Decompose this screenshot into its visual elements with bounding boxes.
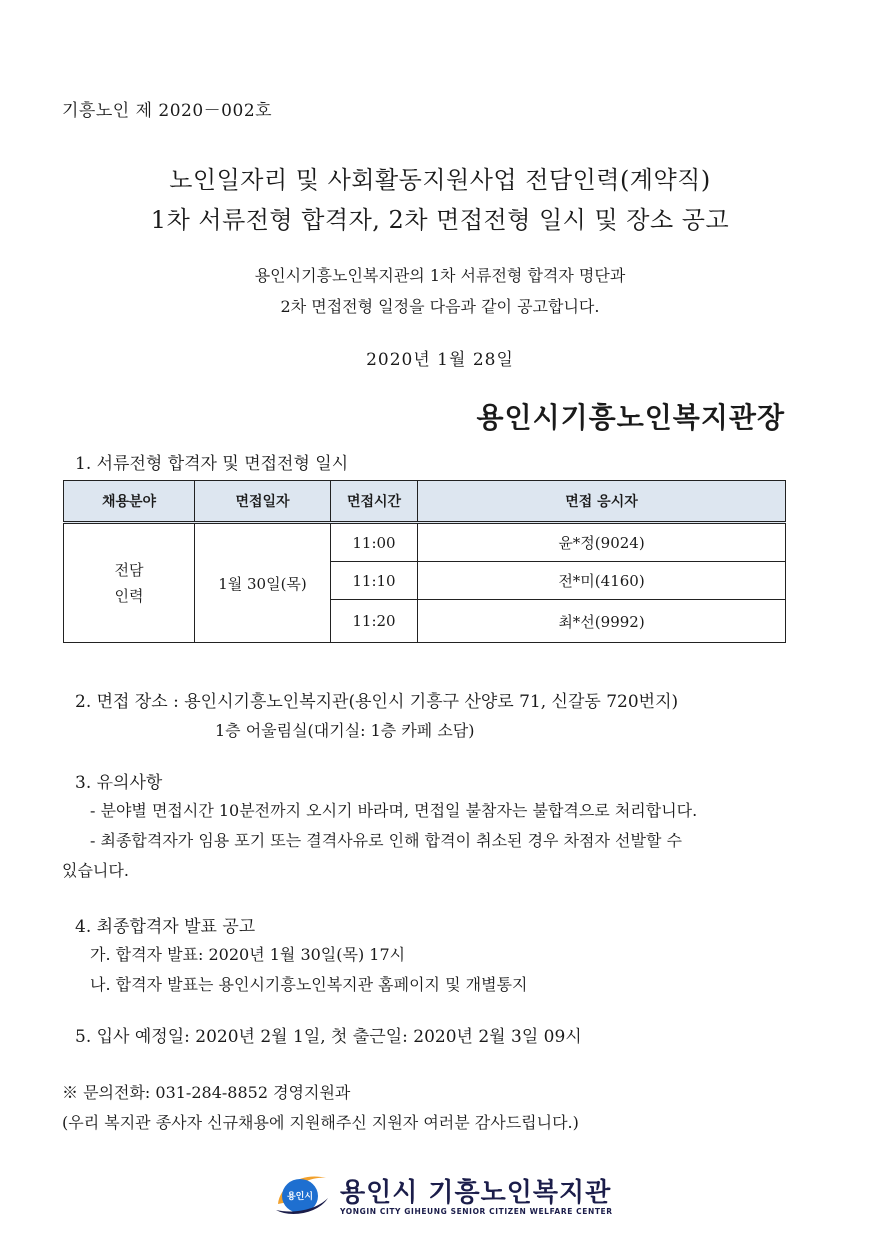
section1-heading: 1. 서류전형 합격자 및 면접전형 일시 [75, 454, 349, 474]
notice-title-line2: 1차 서류전형 합격자, 2차 면접전형 일시 및 장소 공고 [150, 206, 730, 234]
notice-date: 2020년 1월 28일 [366, 350, 514, 370]
field-cell [64, 523, 195, 643]
field-line2: 인력 [114, 587, 144, 605]
logo-english: YONGIN CITY GIHEUNG SENIOR CITIZEN WELFARE CENTER [340, 1207, 613, 1216]
section4-heading: 4. 최종합격자 발표 공고 [75, 917, 256, 937]
table-header-row [64, 481, 786, 523]
header-interview-date: 면접일자 [195, 481, 331, 523]
notice-item2: - 최종합격자가 임용 포기 또는 결격사유로 인해 합격이 취소된 경우 차점자 선발할 수 [90, 831, 682, 850]
notice-item2-cont: 있습니다. [62, 861, 129, 880]
header-field: 채용분야 [64, 481, 195, 523]
table-row [64, 523, 786, 562]
contact-phone: ※ 문의전화: 031-284-8852 경영지원과 [62, 1083, 351, 1102]
header-candidate: 면접 응시자 [418, 481, 786, 523]
interview-schedule-table [63, 480, 786, 643]
notice-item1: - 분야별 면접시간 10분전까지 오시기 바라며, 면접일 불참자는 불합격으로 처리합니다. [90, 801, 698, 820]
section2-sub: 1층 어울림실(대기실: 1층 카페 소담) [215, 721, 475, 740]
section3-heading: 3. 유의사항 [75, 773, 163, 793]
field-line1: 전담 [114, 561, 144, 579]
document-number: 기흥노인 제 2020－002호 [62, 101, 273, 121]
time-cell: 11:20 [331, 600, 418, 643]
announcement-item-b: 나. 합격자 발표는 용인시기흥노인복지관 홈페이지 및 개별통지 [90, 975, 528, 994]
candidate-cell: 최*선(9992) [418, 600, 786, 643]
svg-text:용인시: 용인시 [286, 1192, 314, 1202]
welfare-center-logo-emblem [270, 1166, 332, 1218]
interview-date-cell: 1월 30일(목) [195, 523, 331, 643]
announcement-item-a: 가. 합격자 발표: 2020년 1월 30일(목) 17시 [90, 945, 406, 964]
section2-heading: 2. 면접 장소 : 용인시기흥노인복지관(용인시 기흥구 산양로 71, 신갈동 720번지) [75, 692, 679, 712]
logo-name: 용인시 기흥노인복지관 [340, 1178, 612, 1208]
thanks-note: (우리 복지관 종사자 신규채용에 지원해주신 지원자 여러분 감사드립니다.) [62, 1113, 579, 1132]
candidate-cell: 윤*정(9024) [418, 523, 786, 562]
section5-start-date: 5. 입사 예정일: 2020년 2월 1일, 첫 출근일: 2020년 2월 3일 09시 [75, 1027, 582, 1047]
notice-title-line1: 노인일자리 및 사회활동지원사업 전담인력(계약직) [169, 166, 711, 194]
intro-line2: 2차 면접전형 일정을 다음과 같이 공고합니다. [280, 297, 600, 316]
intro-line1: 용인시기흥노인복지관의 1차 서류전형 합격자 명단과 [254, 266, 626, 285]
header-interview-time: 면접시간 [331, 481, 418, 523]
time-cell: 11:10 [331, 562, 418, 600]
emblem-icon [270, 1166, 332, 1218]
time-cell: 11:00 [331, 523, 418, 562]
signer: 용인시기흥노인복지관장 [476, 401, 785, 434]
candidate-cell: 전*미(4160) [418, 562, 786, 600]
